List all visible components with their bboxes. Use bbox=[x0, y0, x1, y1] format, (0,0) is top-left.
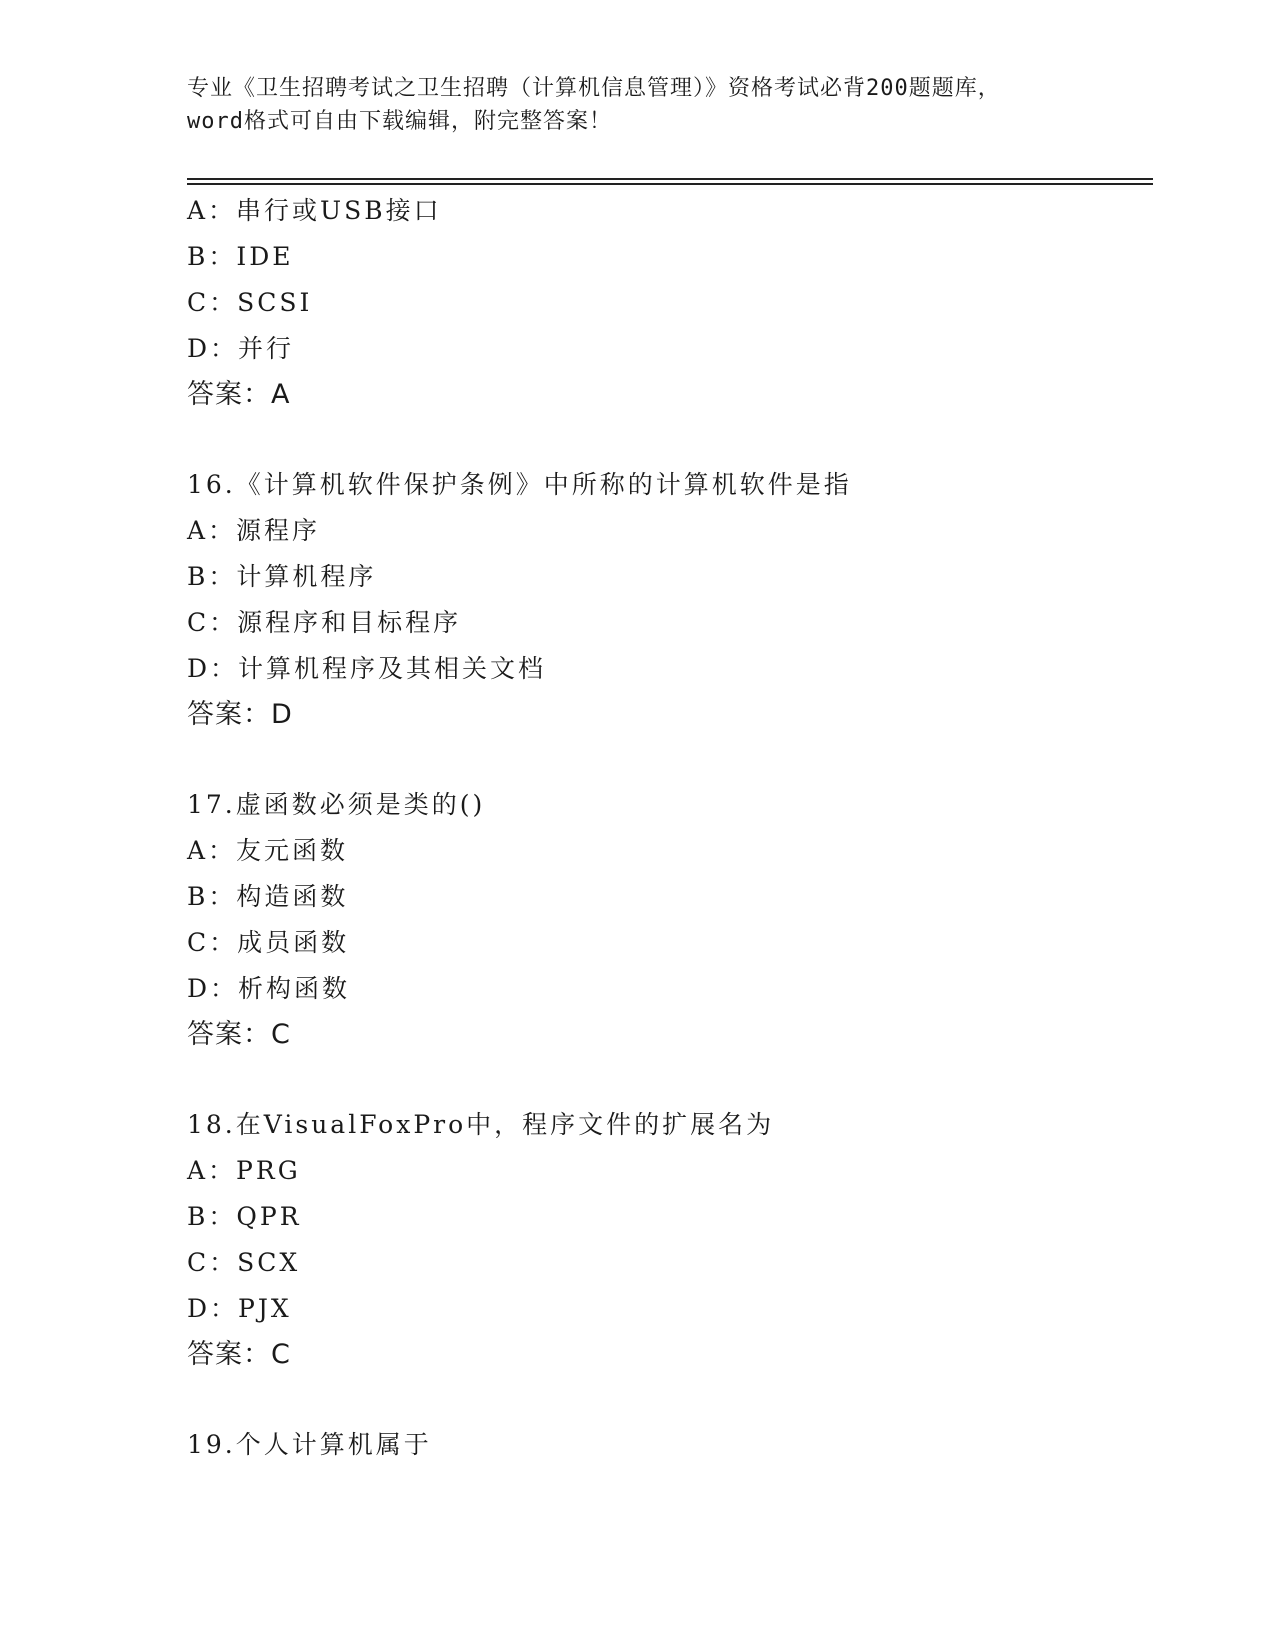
question-title: 18.在VisualFoxPro中，程序文件的扩展名为 bbox=[187, 1110, 775, 1139]
question-block bbox=[187, 188, 1147, 418]
option-b: B：构造函数 bbox=[187, 882, 349, 911]
question-block bbox=[187, 462, 1147, 738]
option-c: C：源程序和目标程序 bbox=[187, 608, 462, 637]
question-block bbox=[187, 1102, 1147, 1378]
header-divider-top bbox=[187, 178, 1153, 180]
option-c: C：SCSI bbox=[187, 288, 313, 317]
question-title: 19.个人计算机属于 bbox=[187, 1430, 432, 1459]
option-c: C：成员函数 bbox=[187, 928, 350, 957]
option-a: A：PRG bbox=[187, 1156, 301, 1185]
option-b: B：IDE bbox=[187, 242, 294, 271]
option-d: D：PJX bbox=[187, 1294, 292, 1323]
answer-label: 答案：C bbox=[187, 1339, 291, 1370]
answer-label: 答案：C bbox=[187, 1019, 291, 1050]
option-b: B：QPR bbox=[187, 1202, 302, 1231]
question-list bbox=[187, 188, 1147, 1468]
header-line-1: 专业《卫生招聘考试之卫生招聘（计算机信息管理）》资格考试必背200题题库， bbox=[187, 76, 1001, 101]
option-d: D：计算机程序及其相关文档 bbox=[187, 654, 547, 683]
question-block bbox=[187, 782, 1147, 1058]
option-a: A：源程序 bbox=[187, 516, 321, 545]
answer-label: 答案：D bbox=[187, 699, 293, 730]
option-a: A：串行或USB接口 bbox=[187, 196, 442, 225]
answer-label: 答案：A bbox=[187, 379, 291, 410]
header-line-2: word格式可自由下载编辑，附完整答案！ bbox=[187, 109, 612, 134]
option-a: A：友元函数 bbox=[187, 836, 349, 865]
option-c: C：SCX bbox=[187, 1248, 301, 1277]
question-title: 17.虚函数必须是类的() bbox=[187, 790, 486, 819]
question-title: 16.《计算机软件保护条例》中所称的计算机软件是指 bbox=[187, 470, 852, 499]
option-d: D：析构函数 bbox=[187, 974, 351, 1003]
header-divider-bottom bbox=[187, 183, 1153, 185]
question-block bbox=[187, 1422, 1147, 1468]
option-d: D：并行 bbox=[187, 334, 295, 363]
option-b: B：计算机程序 bbox=[187, 562, 377, 591]
document-header bbox=[187, 72, 1087, 138]
